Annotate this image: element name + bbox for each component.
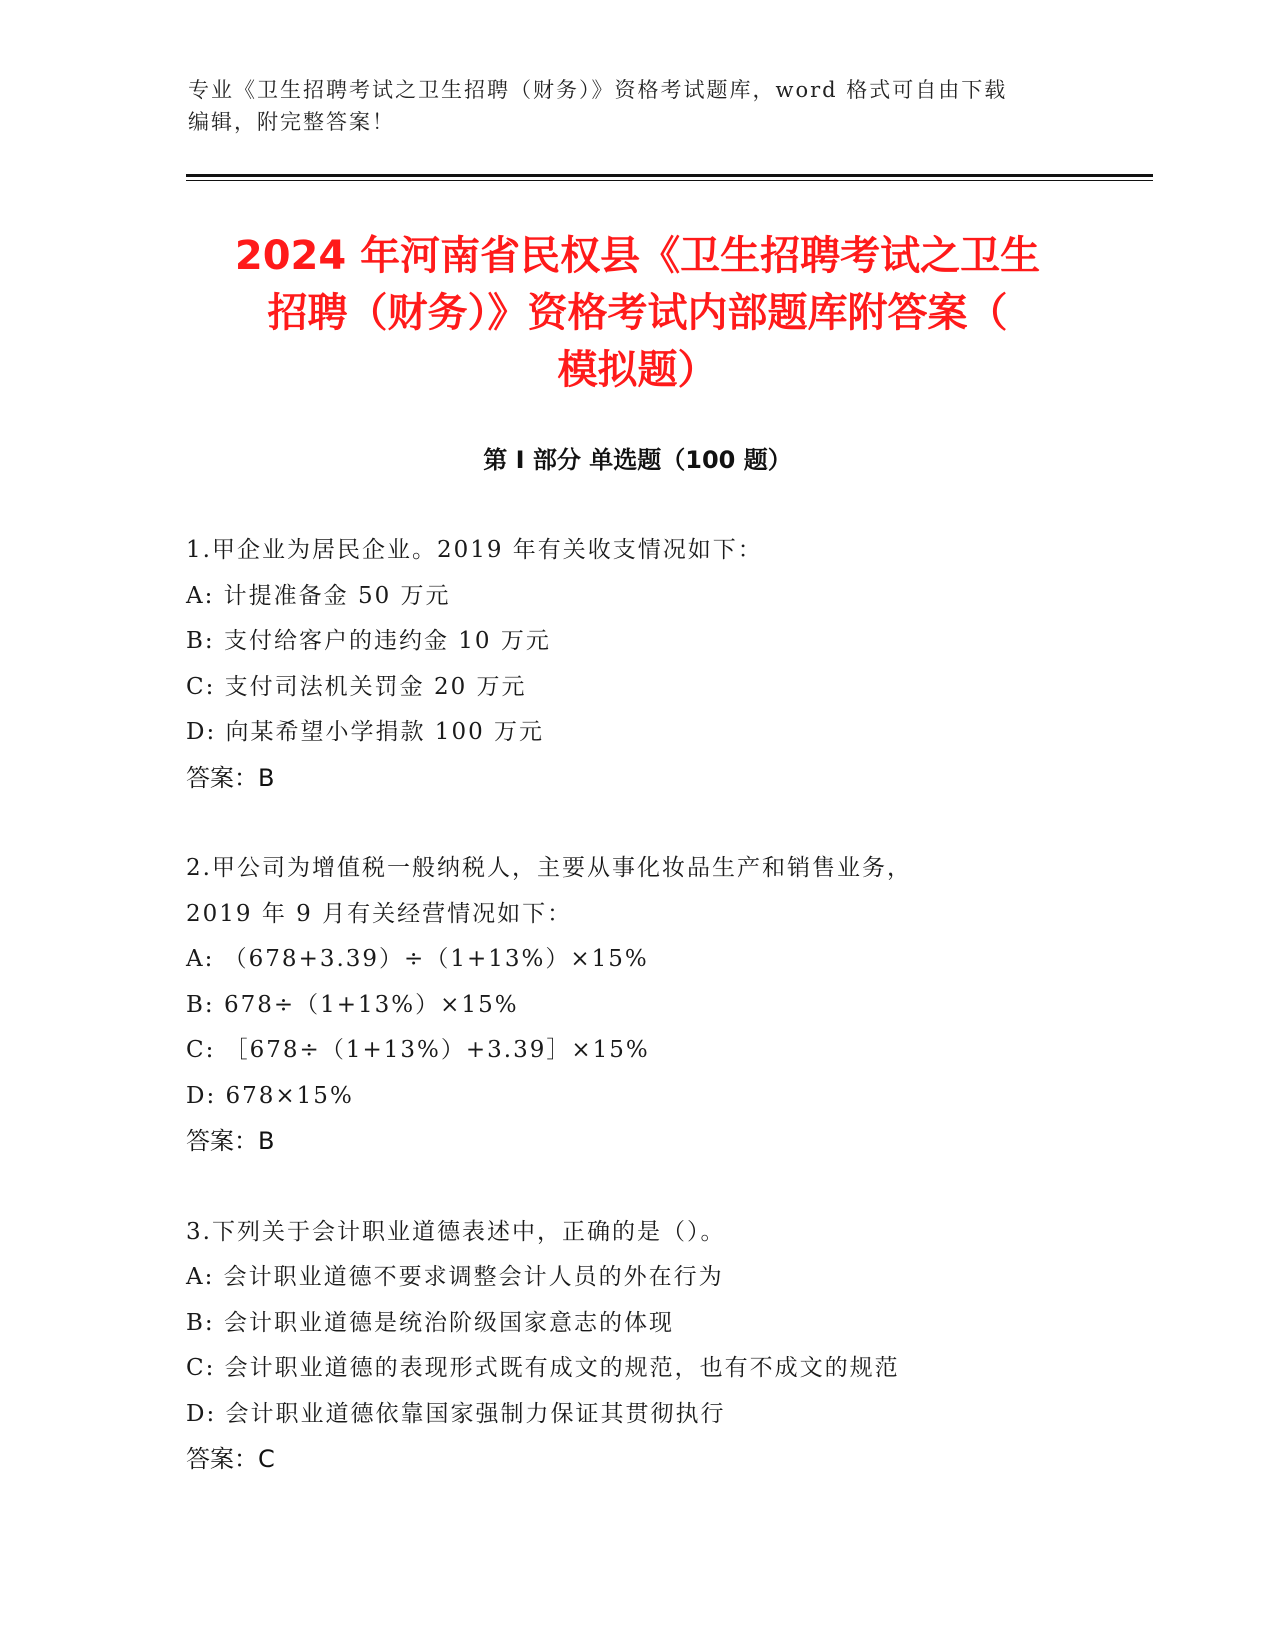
header-note-line-1: 专业《卫生招聘考试之卫生招聘（财务）》资格考试题库，word 格式可自由下载 [188,78,1008,102]
question-stem: 2.甲公司为增值税一般纳税人，主要从事化妆品生产和销售业务， [186,855,912,881]
option-a: A: 计提准备金 50 万元 [186,582,451,609]
header-divider-thin [186,180,1153,181]
question-2 [186,846,1166,1165]
document-title [160,228,1115,399]
option-b: B: 支付给客户的违约金 10 万元 [186,628,551,654]
question-stem: 1.甲企业为居民企业。2019 年有关收支情况如下： [186,537,763,563]
question-stem-continued: 2019 年 9 月有关经营情况如下： [186,900,573,927]
document-title-line-2: 招聘（财务）》资格考试内部题库附答案（ [267,290,1008,336]
option-d: D: 678×15% [186,1082,354,1109]
header-note-line-2: 编辑，附完整答案！ [188,110,395,134]
question-stem: 3.下列关于会计职业道德表述中，正确的是（）。 [186,1218,726,1245]
question-3 [186,1210,1166,1483]
option-d: D: 向某希望小学捐款 100 万元 [186,719,545,745]
document-title-line-3: 模拟题） [557,347,718,393]
question-1 [186,528,1166,801]
option-b: B: 678÷（1+13%）×15% [186,991,519,1018]
answer: 答案：C [186,1445,275,1473]
option-a: A: （678+3.39）÷（1+13%）×15% [186,946,649,972]
option-c: C: ［678÷（1+13%）+3.39］×15% [186,1037,650,1063]
header-note [188,74,1088,138]
option-a: A: 会计职业道德不要求调整会计人员的外在行为 [186,1264,724,1290]
option-b: B: 会计职业道德是统治阶级国家意志的体现 [186,1309,674,1336]
section-heading: 第 I 部分 单选题（100 题） [483,446,792,474]
question-list [186,528,1166,1528]
option-c: C: 支付司法机关罚金 20 万元 [186,673,527,700]
option-c: C: 会计职业道德的表现形式既有成文的规范，也有不成文的规范 [186,1355,900,1381]
document-title-line-1: 2024 年河南省民权县《卫生招聘考试之卫生 [234,233,1041,279]
option-d: D: 会计职业道德依靠国家强制力保证其贯彻执行 [186,1400,726,1427]
answer: 答案：B [186,763,275,792]
header-divider-thick [186,174,1153,177]
answer: 答案：B [186,1127,275,1155]
